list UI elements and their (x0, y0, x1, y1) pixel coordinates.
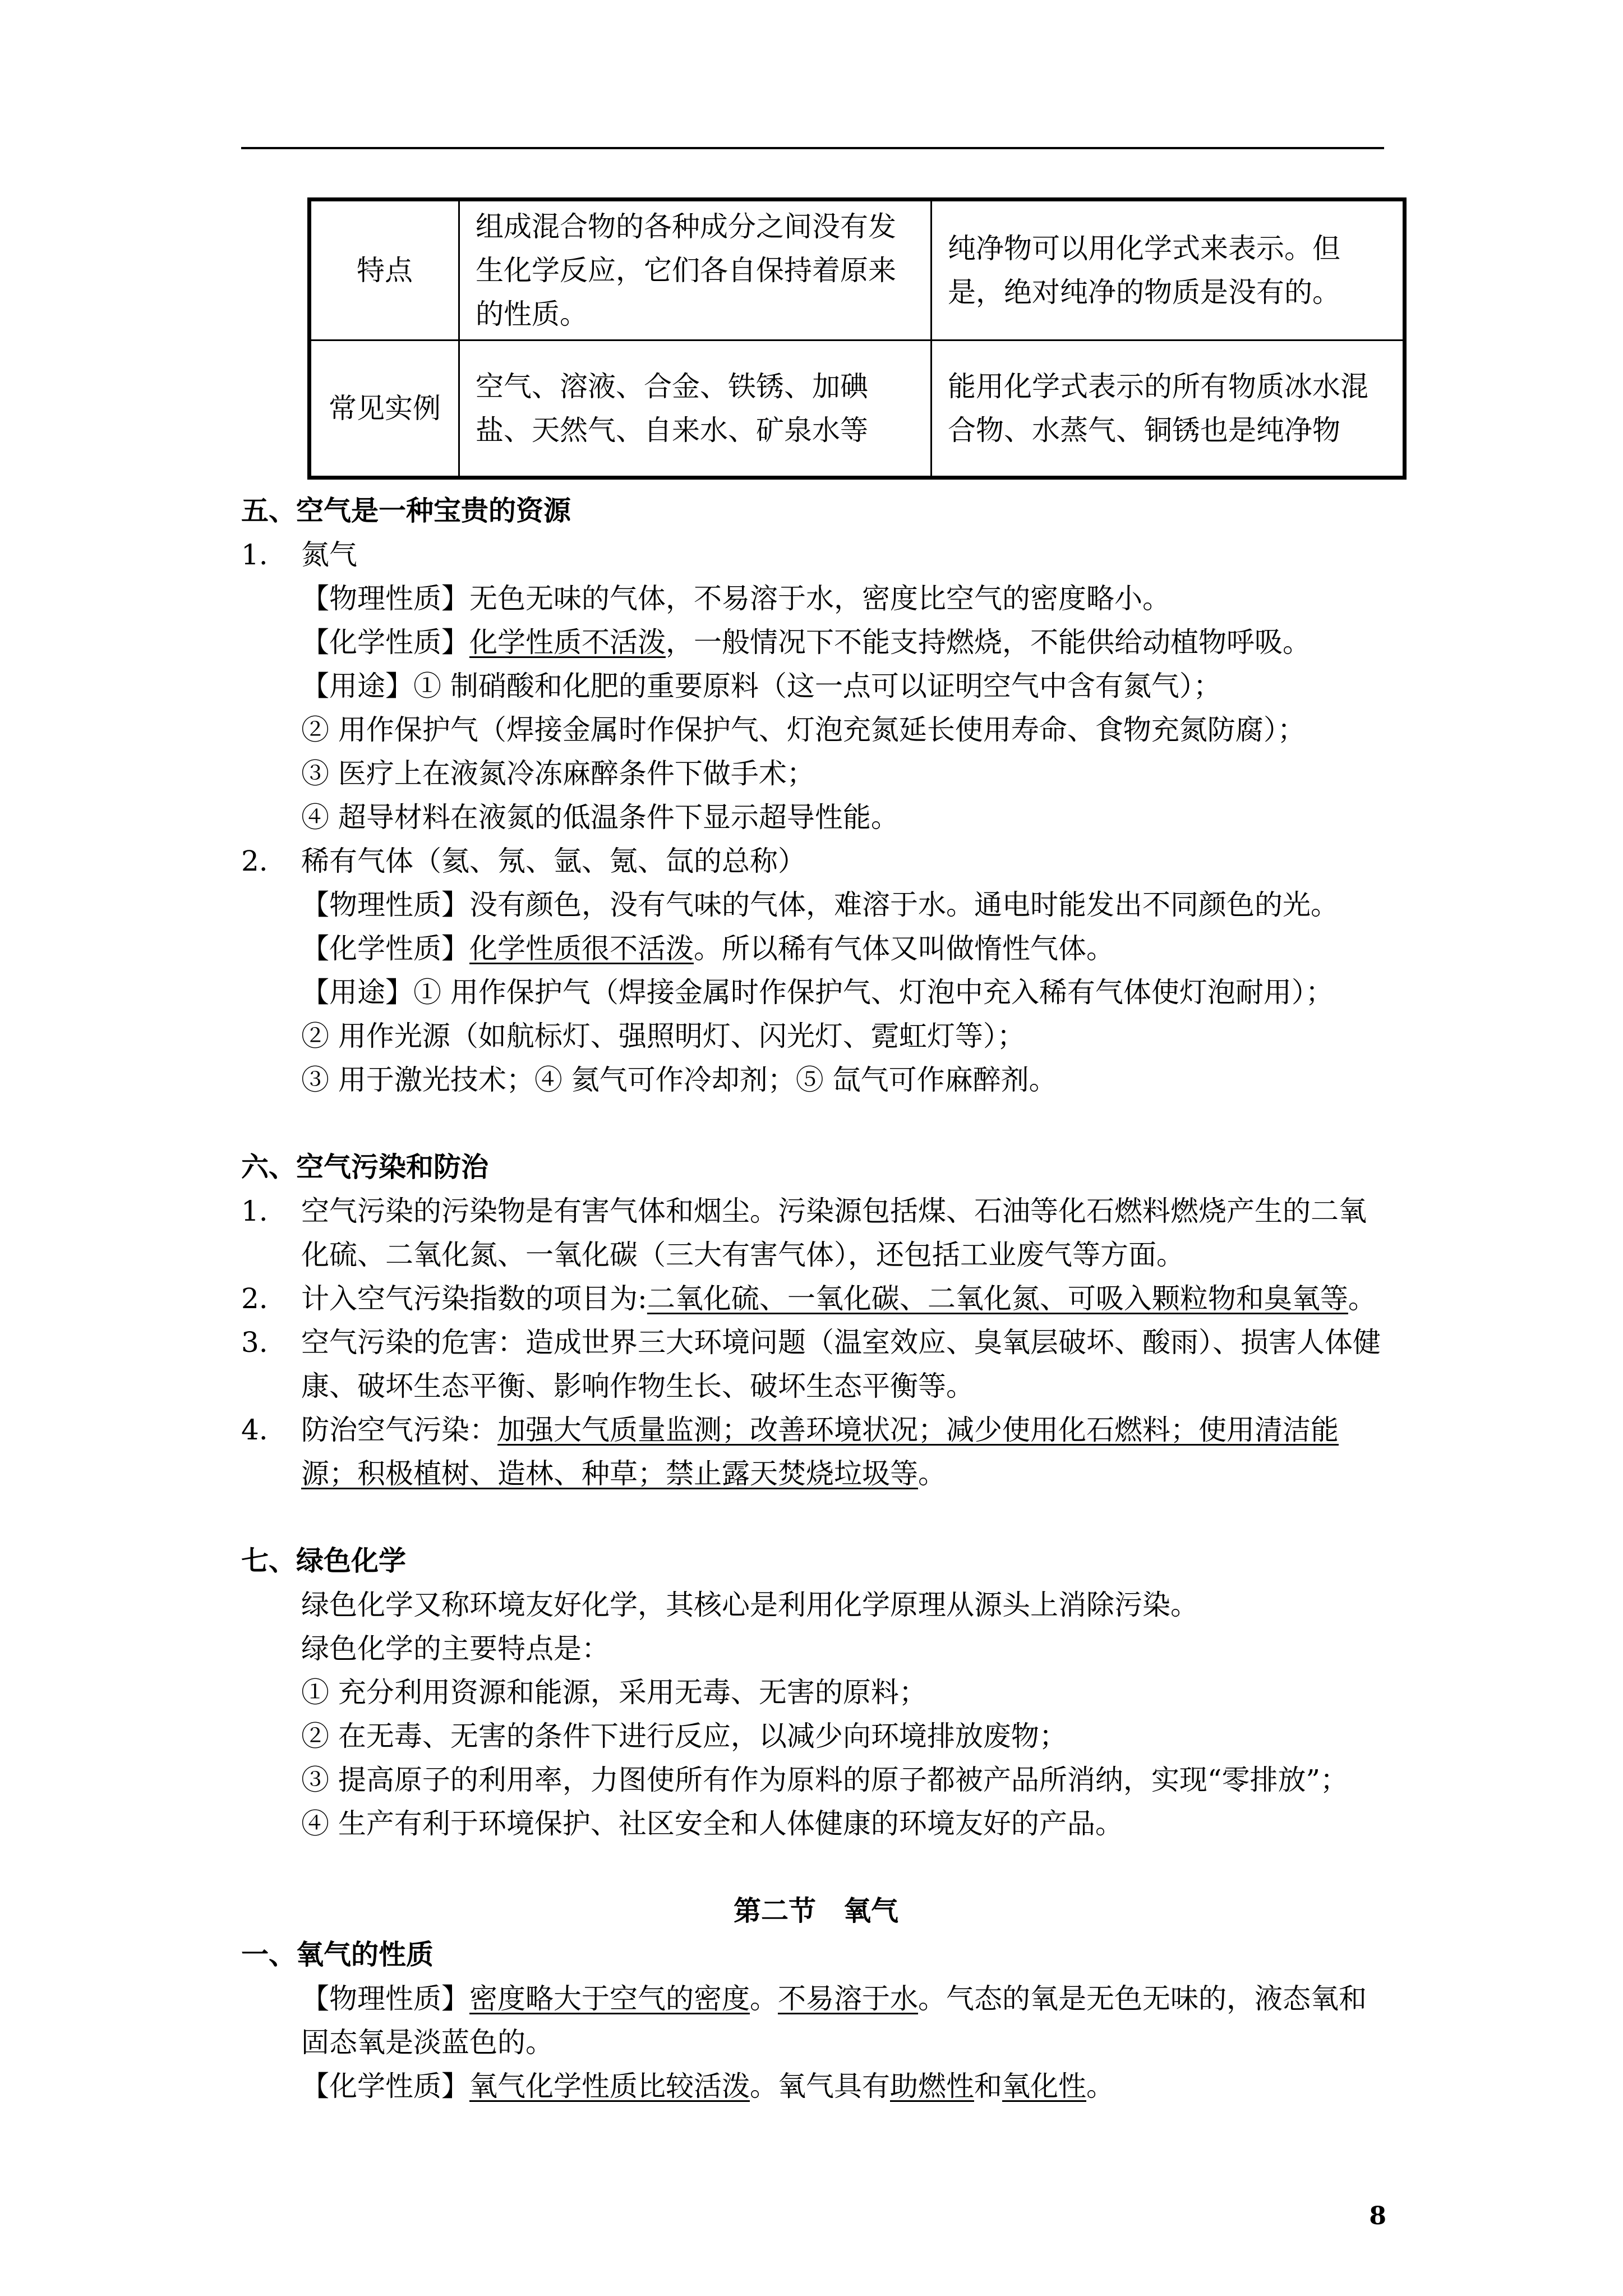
text: 。氧气具有 (750, 2070, 890, 2102)
spacer (241, 1846, 1391, 1889)
text: 。气态的氧是无色无味的，液态氧和固态氧是淡蓝色的。 (301, 1982, 1367, 2059)
use-line: 【用途】① 用作保护气（焊接金属时作保护气、灯泡中充入稀有气体使灯泡耐用）； (301, 976, 1334, 1009)
paragraph: 绿色化学的主要特点是： (301, 1632, 610, 1665)
mixture-cell: 组成混合物的各种成分之间没有发生化学反应，它们各自保持着原来的性质。 (459, 200, 931, 341)
list-item (241, 1320, 1391, 1408)
chapter-title: 第二节 氧气 (733, 1895, 898, 1927)
row-label: 特点 (310, 200, 459, 341)
property-line (241, 2064, 1391, 2108)
item-number: 3. (241, 1326, 268, 1359)
list-item: ② 在无毒、无害的条件下进行反应，以减少向环境排放废物； (301, 1720, 1067, 1752)
text: 。 (750, 1982, 778, 2015)
list-item: ③ 提高原子的利用率，力图使所有作为原料的原子都被产品所消纳，实现“零排放”； (301, 1764, 1349, 1796)
list-item (241, 1189, 1391, 1277)
section-heading: 五、空气是一种宝贵的资源 (241, 495, 571, 527)
underlined-text: 二氧化硫、一氧化碳、二氧化氮、可吸入颗粒物和臭氧等 (647, 1282, 1348, 1315)
use-line: ④ 超导材料在液氮的低温条件下显示超导性能。 (301, 801, 899, 834)
list-item (241, 839, 1391, 883)
underlined-text: 化学性质不活泼 (469, 626, 666, 659)
underlined-text: 氧气化学性质比较活泼 (469, 2070, 750, 2102)
use-line: ② 用作光源（如航标灯、强照明灯、闪光灯、霓虹灯等）； (301, 1020, 1025, 1052)
property-line (241, 883, 1391, 927)
pure-cell: 能用化学式表示的所有物质冰水混合物、水蒸气、铜锈也是纯净物 (931, 341, 1404, 478)
text: 。 (1348, 1282, 1376, 1315)
text: 和 (974, 2070, 1002, 2102)
text: 。所以稀有气体又叫做惰性气体。 (694, 932, 1114, 965)
tag: 【化学性质】 (301, 626, 469, 659)
property-line (241, 1977, 1391, 2064)
item-number: 1. (241, 1195, 268, 1227)
list-item (241, 1277, 1391, 1320)
mixture-cell: 空气、溶液、合金、铁锈、加碘盐、天然气、自来水、矿泉水等 (459, 341, 931, 478)
use-line: ③ 医疗上在液氮冷冻麻醉条件下做手术； (301, 757, 815, 790)
item-label: 氮气 (301, 539, 357, 571)
item-number: 4. (241, 1414, 268, 1446)
tag: 【物理性质】 (301, 889, 469, 921)
item-text: 空气污染的污染物是有害气体和烟尘。污染源包括煤、石油等化石燃料燃烧产生的二氧化硫、二氧化氮、一氧化碳（三大有害气体），还包括工业废气等方面。 (301, 1195, 1367, 1271)
tag: 【物理性质】 (301, 1982, 469, 2015)
text: 防治空气污染： (301, 1414, 497, 1446)
use-line: ③ 用于激光技术；④ 氦气可作冷却剂；⑤ 氙气可作麻醉剂。 (301, 1064, 1057, 1096)
item-text: 空气污染的危害：造成世界三大环境问题（温室效应、臭氧层破坏、酸雨）、损害人体健康、破坏生态平衡、影响作物生长、破坏生态平衡等。 (301, 1326, 1381, 1402)
item-text (301, 1277, 1391, 1320)
item-label: 稀有气体（氦、氖、氩、氪、氙的总称） (301, 845, 806, 877)
text: 。 (1086, 2070, 1114, 2102)
text: ，一般情况下不能支持燃烧，不能供给动植物呼吸。 (666, 626, 1311, 659)
list-item (241, 533, 1391, 577)
main-content (241, 489, 1391, 2108)
text: 没有颜色，没有气味的气体，难溶于水。通电时能发出不同颜色的光。 (469, 889, 1339, 921)
item-number: 2. (241, 1282, 268, 1315)
item-number: 1. (241, 539, 268, 571)
list-item (241, 1408, 1391, 1496)
underlined-text: 化学性质很不活泼 (469, 932, 694, 965)
underlined-text: 密度略大于空气的密度 (469, 1982, 750, 2015)
spacer (241, 1102, 1391, 1145)
underlined-text: 不易溶于水 (778, 1982, 918, 2015)
list-item: ① 充分利用资源和能源，采用无毒、无害的原料； (301, 1676, 927, 1709)
text: 无色无味的气体，不易溶于水，密度比空气的密度略小。 (469, 582, 1170, 615)
section-heading: 六、空气污染和防治 (241, 1151, 489, 1183)
text: 。 (918, 1457, 946, 1490)
text: 计入空气污染指数的项目为: (301, 1282, 647, 1315)
property-line (241, 927, 1391, 970)
section-heading: 一、氧气的性质 (241, 1939, 434, 1971)
table-row (310, 341, 1405, 478)
underlined-text: 氧化性 (1002, 2070, 1086, 2102)
header-rule (241, 147, 1384, 149)
underlined-text: 加强大气质量监测；改善环境状况；减少使用化石燃料；使用清洁能源；积极植树、造林、种草；禁止露天焚烧垃圾等 (301, 1414, 1339, 1490)
tag: 【化学性质】 (301, 2070, 469, 2102)
spacer (241, 1496, 1391, 1539)
row-label: 常见实例 (310, 341, 459, 478)
tag: 【物理性质】 (301, 582, 469, 615)
item-text (301, 1408, 1391, 1496)
section-heading: 七、绿色化学 (241, 1545, 407, 1577)
use-line: 【用途】① 制硝酸和化肥的重要原料（这一点可以证明空气中含有氮气）； (301, 670, 1221, 702)
underlined-text: 助燃性 (890, 2070, 974, 2102)
property-line (241, 620, 1391, 664)
use-line: ② 用作保护气（焊接金属时作保护气、灯泡充氮延长使用寿命、食物充氮防腐）； (301, 714, 1306, 746)
paragraph: 绿色化学又称环境友好化学，其核心是利用化学原理从源头上消除污染。 (301, 1589, 1198, 1621)
page-number: 8 (1369, 2202, 1386, 2230)
tag: 【化学性质】 (301, 932, 469, 965)
comparison-table (307, 197, 1407, 480)
table-row (310, 200, 1405, 341)
list-item: ④ 生产有利于环境保护、社区安全和人体健康的环境友好的产品。 (301, 1807, 1123, 1840)
pure-cell: 纯净物可以用化学式来表示。但是，绝对纯净的物质是没有的。 (931, 200, 1404, 341)
item-number: 2. (241, 845, 268, 877)
property-line (241, 577, 1391, 620)
